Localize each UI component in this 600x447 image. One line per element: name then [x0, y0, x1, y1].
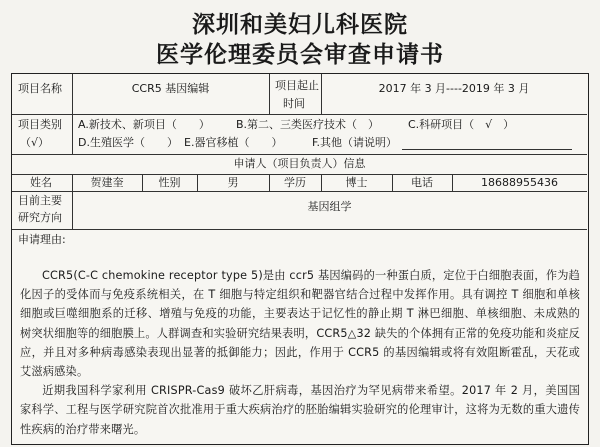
grid-line: [12, 229, 587, 230]
name-label: 姓名: [30, 176, 52, 189]
category-option-e: E.器官移植（ ）: [184, 136, 283, 149]
reason-label: 申请理由:: [18, 233, 66, 246]
form-title: 医学伦理委员会审查申请书: [156, 41, 444, 68]
phone-label: 电话: [411, 176, 433, 189]
reason-paragraph-1: [20, 266, 580, 381]
grid-line: [72, 114, 73, 154]
gender-label: 性别: [158, 176, 181, 189]
gender-value: 男: [227, 176, 239, 189]
reason-body: [20, 266, 580, 439]
grid-line: [12, 174, 587, 175]
other-blank-line: [402, 149, 572, 150]
education-value: 博士: [345, 176, 368, 189]
project-dates-value: 2017 年 3 月----2019 年 3 月: [378, 82, 530, 95]
hospital-name: 深圳和美妇儿科医院: [192, 11, 408, 38]
name-value: 贺建奎: [90, 176, 124, 189]
research-direction-value: 基因组学: [307, 200, 352, 213]
project-category-check: （√）: [20, 136, 50, 149]
education-label: 学历: [284, 176, 306, 189]
project-name-label: 项目名称: [18, 82, 62, 95]
reason-paragraph-2: [20, 381, 580, 439]
grid-line: [269, 74, 270, 114]
project-dates-label: 项目起止: [275, 79, 319, 92]
reason-paragraph-2-text: 近期我国科学家利用 CRISPR-Cas9 破坏乙肝病毒，基因治疗为罕见病带来希望。2017 年 2 月，美国国家科学、工程与医学研究院首次批准用于重大疾病治疗的胚胎编辑实验研究的伦理审计，这将为无数的重大遗传性疾病的治疗带来曙光。: [20, 384, 580, 436]
application-form: [11, 73, 589, 445]
applicant-section-header: 申请人（项目负责人）信息: [233, 157, 366, 170]
project-category-label: 项目类别: [18, 118, 62, 131]
reason-paragraph-1-text: CCR5(C-C chemokine receptor type 5)是由 ccr5 基因编码的一种蛋白质，定位于白细胞表面，作为趋化因子的受体而与免疫系统相关，在 T 细胞与特定组织和靶器官结合过程中发挥作用。具有调控 T 细胞和单核细胞或巨噬细胞系的迁移、增殖与免疫的功能，主要表达于记忆性的静止期 T 淋巴细胞、单核细胞、未成熟的树突状细胞等的细胞膜上。人群调查和实验研究结果表明，CCR5△32 缺失的个体拥有正常的免疫功能和炎症反应，并且对多种病毒感染表现出显著的抵御能力；因此，作用于 CCR5 的基因编辑或将有效阻断霍乱，天花或艾滋病感染。: [20, 269, 580, 379]
project-name-value: CCR5 基因编辑: [131, 82, 210, 95]
research-direction-label-2: 研究方向: [18, 211, 62, 224]
category-option-b: B.第二、三类医疗技术（ ）: [236, 118, 380, 131]
grid-line: [12, 154, 587, 155]
research-direction-label: 目前主要: [18, 194, 62, 207]
category-option-d: D.生殖医学（ ）: [78, 136, 178, 149]
grid-line: [12, 191, 587, 192]
category-option-c: C.科研项目（ √ ）: [408, 118, 515, 131]
grid-line: [12, 114, 587, 115]
category-option-f: F.其他（请说明）: [312, 136, 398, 149]
phone-value: 18688955436: [481, 176, 558, 189]
category-option-a: A.新技术、新项目（ ）: [78, 118, 210, 131]
project-dates-label-2: 时间: [283, 97, 305, 110]
